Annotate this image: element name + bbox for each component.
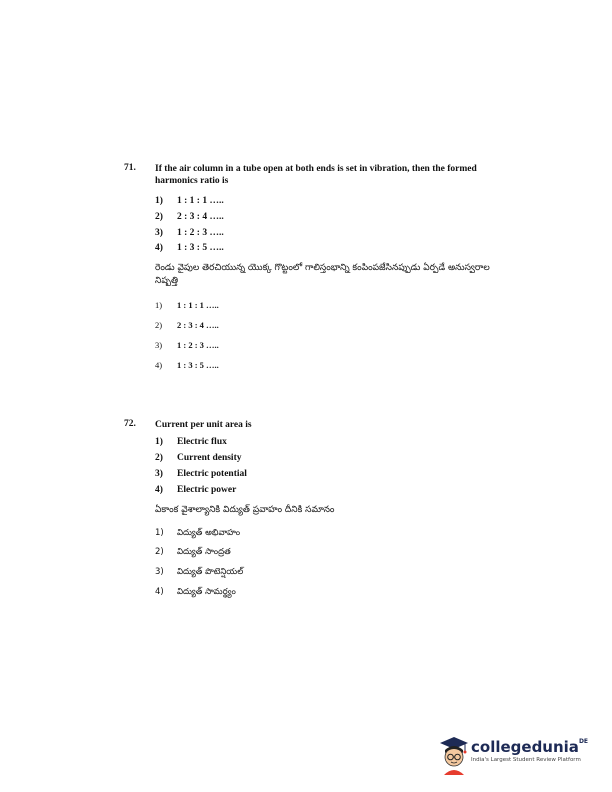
option-1 <box>155 437 227 447</box>
question-text: If the air column in a tube open at both ends is set in vibration, then the formed harmonics ratio is <box>155 164 477 186</box>
option-number: 4) <box>155 587 164 597</box>
option-number: 1) <box>155 437 163 447</box>
option-number: 2) <box>155 212 163 222</box>
question-number: 71. <box>124 163 136 173</box>
option-text: 1 : 2 : 3 ….. <box>177 340 219 350</box>
option-text: విద్యుత్ అభివాహం <box>177 528 241 538</box>
brand-tagline: India's Largest Student Review Platform <box>471 757 581 763</box>
option-text: 2 : 3 : 4 ….. <box>177 320 219 330</box>
telugu-option-1 <box>155 528 240 540</box>
option-3 <box>155 228 224 238</box>
option-text: విద్యుత్ సాంద్రత <box>177 547 231 557</box>
telugu-option-2 <box>155 547 231 559</box>
option-number: 3) <box>155 340 163 350</box>
telugu-option-4 <box>155 587 236 599</box>
option-text: 1 : 3 : 5 ….. <box>177 360 219 370</box>
student-mascot-icon <box>438 735 470 775</box>
option-number: 2) <box>155 547 164 557</box>
option-3 <box>155 469 247 479</box>
option-number: 2) <box>155 320 163 330</box>
option-number: 1) <box>155 196 163 206</box>
option-number: 2) <box>155 453 163 463</box>
telugu-question-text: రెండు వైపుల తెరచియున్న యొక్క గొట్టంలో గాలిస్తంభాన్ని కంపింపజేసినప్పుడు ఏర్పడే అనుస్వరాల నిష్పత్తి <box>155 263 490 286</box>
option-1 <box>155 196 224 206</box>
option-text: Current density <box>177 453 242 463</box>
option-2 <box>155 453 241 463</box>
option-4 <box>155 485 236 495</box>
option-text: Electric potential <box>177 469 247 479</box>
option-number: 4) <box>155 243 163 253</box>
option-number: 3) <box>155 228 163 238</box>
option-text: 2 : 3 : 4 ….. <box>177 212 224 222</box>
telugu-question-text: ఏకాంక వైశాల్యానికి విద్యుత్ ప్రవాహం దీనికి సమానం <box>155 505 335 515</box>
option-text: Electric power <box>177 485 237 495</box>
brand-superscript: DE <box>578 738 589 745</box>
option-text: విద్యుత్ సామర్థ్యం <box>177 587 236 597</box>
option-text: 1 : 1 : 1 ….. <box>177 300 219 310</box>
telugu-option-2 <box>155 320 219 330</box>
option-text: 1 : 1 : 1 ….. <box>177 196 224 206</box>
option-text: 1 : 2 : 3 ….. <box>177 228 224 238</box>
question-text: Current per unit area is <box>155 420 252 430</box>
telugu-option-3 <box>155 567 243 579</box>
option-number: 3) <box>155 567 164 577</box>
option-4 <box>155 243 224 253</box>
brand-name <box>471 738 588 756</box>
option-number: 4) <box>155 360 163 370</box>
telugu-option-4 <box>155 360 219 370</box>
option-text: Electric flux <box>177 437 227 447</box>
telugu-option-3 <box>155 340 219 350</box>
option-number: 3) <box>155 469 163 479</box>
option-text: విద్యుత్ పొటెన్షియల్ <box>177 567 244 577</box>
option-text: 1 : 3 : 5 ….. <box>177 243 224 253</box>
telugu-option-1 <box>155 300 219 310</box>
option-number: 1) <box>155 528 164 538</box>
question-number: 72. <box>124 419 136 429</box>
option-number: 1) <box>155 300 163 310</box>
collegedunia-logo <box>438 735 589 777</box>
brand-text: collegedunia <box>471 738 579 756</box>
option-2 <box>155 212 224 222</box>
option-number: 4) <box>155 485 163 495</box>
